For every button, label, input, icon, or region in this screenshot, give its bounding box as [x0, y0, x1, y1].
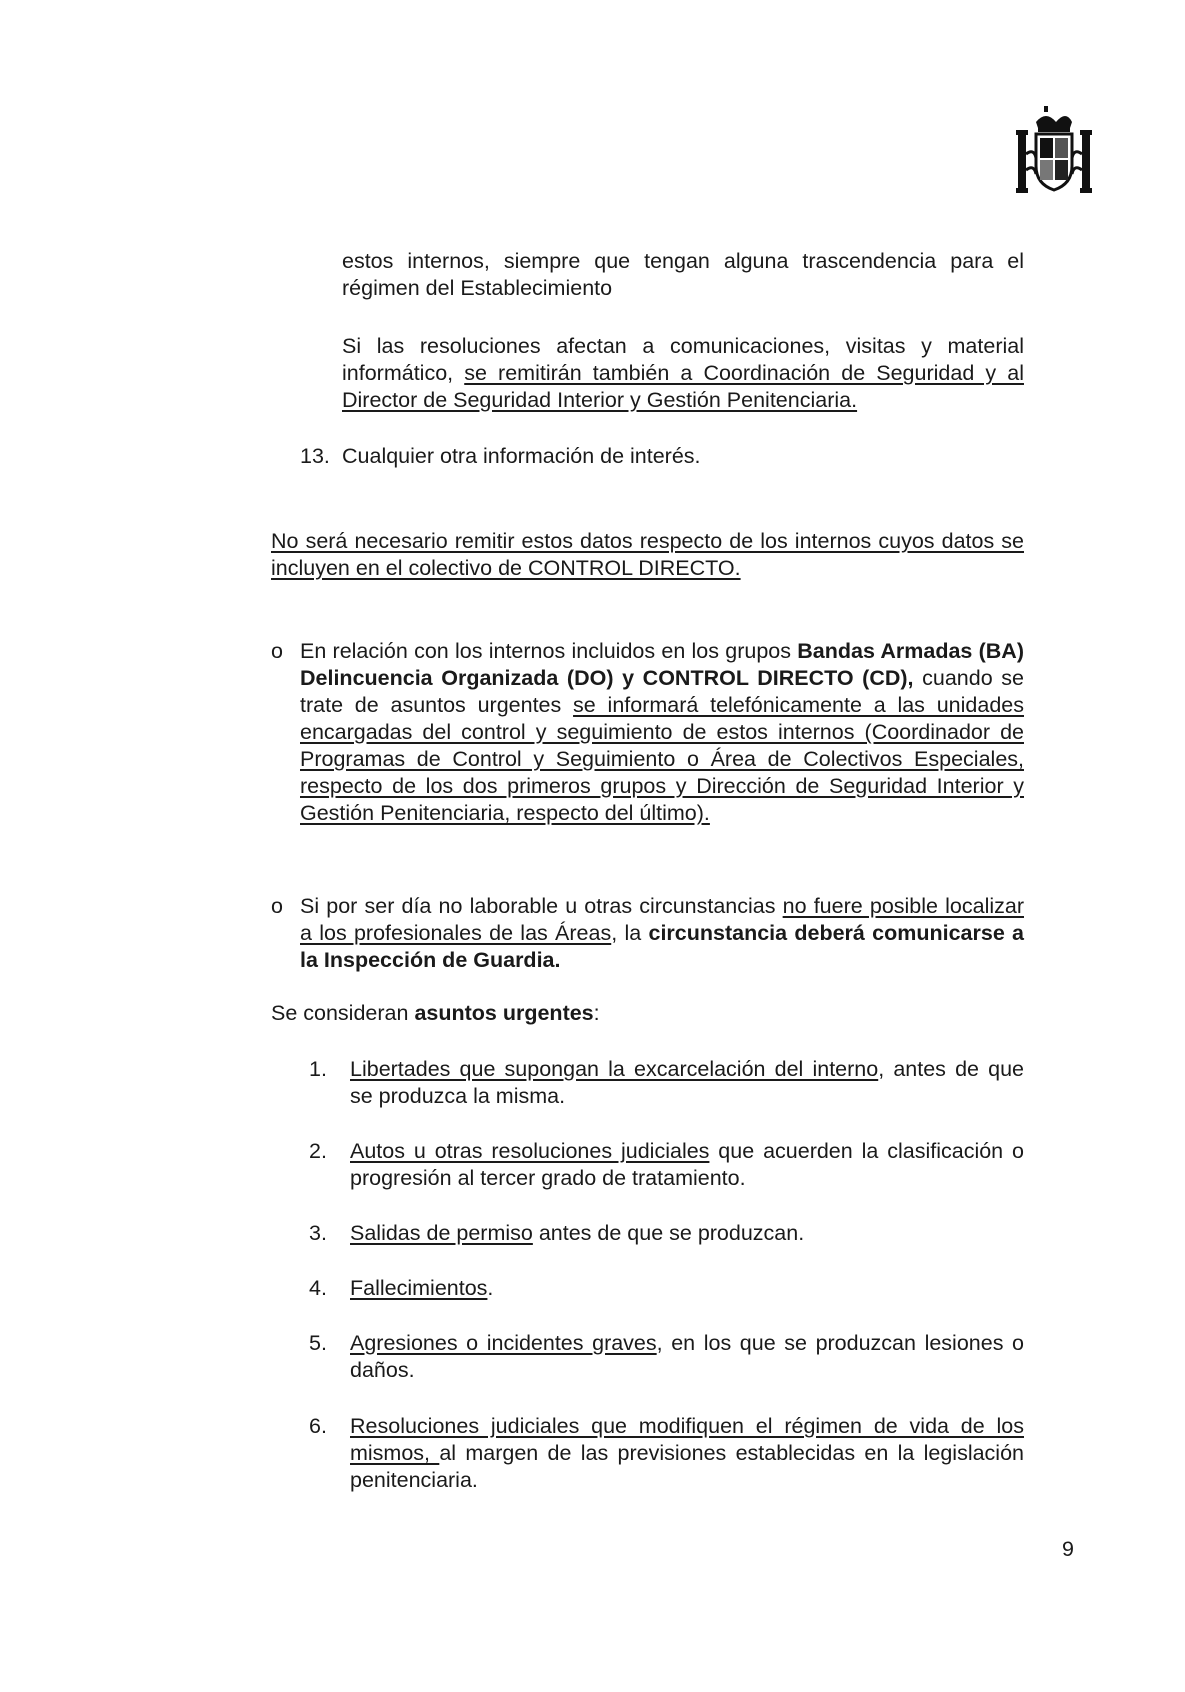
bullet-2-text-b: , la — [611, 921, 649, 945]
continuation-text-1: estos internos, siempre que tengan alguna trascendencia para el régimen del Establecimiento — [342, 249, 1024, 300]
urgent-item-4-number: 4. — [309, 1276, 327, 1300]
bullet-marker-2: o — [271, 894, 283, 918]
urgent-item-5-number: 5. — [309, 1331, 327, 1355]
urgent-item-2-number: 2. — [309, 1139, 327, 1163]
urgent-item-1-number: 1. — [309, 1057, 327, 1081]
urgent-item-5-underlined: Agresiones o incidentes graves — [350, 1331, 657, 1355]
urgent-item-2 — [350, 1138, 1024, 1192]
urgent-item-2-underlined: Autos u otras resoluciones judiciales — [350, 1139, 710, 1163]
bullet-paragraph-2 — [300, 893, 1024, 974]
continuation-underlined-text: se remitirán también a Coordinación de Seguridad y al Director de Seguridad Interior y Gestión Penitenciaria. — [342, 361, 1024, 412]
control-directo-note: No será necesario remitir estos datos respecto de los internos cuyos datos se incluyen en el colectivo de CONTROL DIRECTO. — [271, 529, 1024, 580]
urgent-item-3-number: 3. — [309, 1221, 327, 1245]
continuation-paragraph-2 — [342, 333, 1024, 414]
bullet-1-text-a: En relación con los internos incluidos en los grupos — [300, 639, 798, 663]
urgent-item-2-rest: que acuerden la clasificación o progresión al tercer grado de tratamiento. — [350, 1139, 1024, 1190]
continuation-text-2: Si las resoluciones afectan a comunicaciones, visitas y material informático, — [342, 334, 1024, 385]
bullet-marker-1: o — [271, 639, 283, 663]
urgent-item-6-underlined: Resoluciones judiciales que modifiquen el régimen de vida de los mismos, — [350, 1414, 1024, 1465]
bullet-1-text-b: cuando se trate de asuntos urgentes — [300, 666, 1024, 717]
page-number: 9 — [1062, 1537, 1074, 1561]
bullet-1-bold-groups: Bandas Armadas (BA) Delincuencia Organizada (DO) y CONTROL DIRECTO (CD), — [300, 639, 1024, 690]
item-13-number: 13. — [300, 444, 330, 468]
urgent-intro-bold: asuntos urgentes — [414, 1001, 594, 1025]
urgent-item-5 — [350, 1330, 1024, 1384]
bullet-2-text-a: Si por ser día no laborable u otras circunstancias — [300, 894, 783, 918]
urgent-item-4-underlined: Fallecimientos — [350, 1276, 488, 1300]
urgent-item-6-number: 6. — [309, 1414, 327, 1438]
bullet-1-underlined: se informará telefónicamente a las unidades encargadas del control y seguimiento de estos internos (Coordinador de Programas de Control y Seguimiento o Área de Colectivos Especiales, respecto de los dos primeros grupos y Dirección de Seguridad Interior y Gestión Penitenciaria, respecto del último). — [300, 693, 1024, 825]
urgent-item-3-rest: antes de que se produzcan. — [532, 1221, 805, 1245]
bullet-2-underlined: no fuere posible localizar a los profesionales de las Áreas — [300, 894, 1024, 945]
bullet-2-bold: circunstancia deberá comunicarse a la Inspección de Guardia. — [300, 921, 1025, 972]
urgent-intro-colon: : — [593, 1001, 600, 1025]
urgent-item-1-rest: , antes de que se produzca la misma. — [350, 1057, 1025, 1108]
urgent-intro-text: Se consideran — [271, 1001, 415, 1025]
urgent-intro — [271, 1000, 1024, 1027]
urgent-item-1 — [350, 1056, 1024, 1110]
item-13-text: Cualquier otra información de interés. — [342, 444, 701, 468]
bullet-paragraph-1 — [300, 638, 1024, 827]
urgent-item-1-underlined: Libertades que supongan la excarcelación del interno — [350, 1057, 879, 1081]
urgent-item-3 — [350, 1220, 1024, 1247]
continuation-paragraph-1 — [342, 248, 1024, 302]
spanish-coat-of-arms-icon — [1014, 104, 1094, 199]
urgent-item-4 — [350, 1275, 1024, 1302]
urgent-item-4-rest: . — [487, 1276, 494, 1300]
urgent-item-5-rest: , en los que se produzcan lesiones o daños. — [350, 1331, 1024, 1382]
urgent-item-3-underlined: Salidas de permiso — [350, 1221, 533, 1245]
urgent-item-6 — [350, 1413, 1024, 1494]
urgent-item-6-rest: al margen de las previsiones establecidas en la legislación penitenciaria. — [350, 1441, 1024, 1492]
